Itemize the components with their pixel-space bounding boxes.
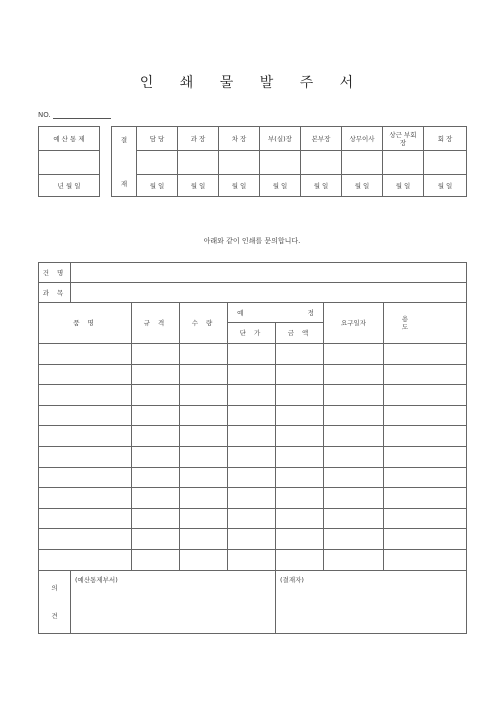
approval-label: [112, 127, 137, 197]
usage-cell[interactable]: [384, 364, 467, 385]
col-unit-price: 단 가: [228, 323, 276, 344]
role-damdang: 담 당: [137, 127, 178, 151]
usage-cell[interactable]: [384, 467, 467, 488]
sign-box[interactable]: [260, 151, 301, 175]
unit-price-cell[interactable]: [228, 385, 276, 406]
role-bujang: 부(실)장: [260, 127, 301, 151]
request-date-cell[interactable]: [324, 467, 384, 488]
amount-cell[interactable]: [276, 344, 324, 365]
role-bonbujang: 본부장: [301, 127, 342, 151]
request-date-cell[interactable]: [324, 364, 384, 385]
role-gwajang: 과 장: [178, 127, 219, 151]
qty-cell[interactable]: [180, 364, 228, 385]
sign-box[interactable]: [301, 151, 342, 175]
qty-cell[interactable]: [180, 467, 228, 488]
col-estimate-left: 예: [237, 308, 244, 317]
amount-cell[interactable]: [276, 549, 324, 570]
document-title: 인 쇄 물 발 주 서: [139, 75, 365, 91]
dept-field[interactable]: [71, 283, 467, 303]
spec-cell[interactable]: [132, 549, 180, 570]
role-chairman: 회 장: [424, 127, 467, 151]
sign-date: 월 일: [342, 175, 383, 197]
amount-cell[interactable]: [276, 364, 324, 385]
sign-date: 월 일: [260, 175, 301, 197]
request-date-cell[interactable]: [324, 488, 384, 509]
item-cell[interactable]: [39, 488, 132, 509]
unit-price-cell[interactable]: [228, 488, 276, 509]
qty-cell[interactable]: [180, 385, 228, 406]
col-estimate: [228, 303, 324, 323]
opinion-label-top: 의: [51, 583, 58, 592]
col-qty: 수 량: [180, 303, 228, 344]
subject-field[interactable]: [71, 263, 467, 283]
col-amount: 금 액: [276, 323, 324, 344]
sign-box[interactable]: [383, 151, 424, 175]
item-cell[interactable]: [39, 529, 132, 550]
amount-cell[interactable]: [276, 488, 324, 509]
qty-cell[interactable]: [180, 344, 228, 365]
opinion-approver-label: (결재자): [280, 575, 304, 584]
spec-cell[interactable]: [132, 364, 180, 385]
unit-price-cell[interactable]: [228, 508, 276, 529]
unit-price-cell[interactable]: [228, 426, 276, 447]
amount-cell[interactable]: [276, 426, 324, 447]
usage-cell[interactable]: [384, 344, 467, 365]
opinion-budget-dept[interactable]: [71, 570, 276, 633]
qty-cell[interactable]: [180, 446, 228, 467]
col-usage: [384, 303, 467, 344]
usage-cell[interactable]: [384, 385, 467, 406]
doc-number-field[interactable]: [53, 111, 111, 119]
col-usage-label: 용 도: [401, 315, 449, 331]
sign-date: 월 일: [383, 175, 424, 197]
opinion-label-bottom: 견: [51, 611, 58, 620]
amount-cell[interactable]: [276, 529, 324, 550]
approval-table: [38, 126, 467, 197]
qty-cell[interactable]: [180, 549, 228, 570]
amount-cell[interactable]: [276, 385, 324, 406]
role-sangmu: 상무이사: [342, 127, 383, 151]
request-date-cell[interactable]: [324, 344, 384, 365]
subject-label: 건 명: [39, 263, 71, 283]
col-request-date: 요구일자: [324, 303, 384, 344]
qty-cell[interactable]: [180, 488, 228, 509]
request-date-cell[interactable]: [324, 405, 384, 426]
usage-cell[interactable]: [384, 446, 467, 467]
opinion-budget-label: (예산통제부서): [75, 575, 118, 584]
sign-date: 월 일: [137, 175, 178, 197]
spec-cell[interactable]: [132, 385, 180, 406]
sign-box[interactable]: [178, 151, 219, 175]
qty-cell[interactable]: [180, 508, 228, 529]
amount-cell[interactable]: [276, 446, 324, 467]
unit-price-cell[interactable]: [228, 446, 276, 467]
item-cell[interactable]: [39, 549, 132, 570]
request-date-cell[interactable]: [324, 508, 384, 529]
item-cell[interactable]: [39, 426, 132, 447]
item-cell[interactable]: [39, 405, 132, 426]
request-text: 아래와 같이 인쇄를 문의합니다.: [203, 237, 301, 245]
item-cell[interactable]: [39, 364, 132, 385]
request-date-cell[interactable]: [324, 426, 384, 447]
amount-cell[interactable]: [276, 405, 324, 426]
request-date-cell[interactable]: [324, 549, 384, 570]
usage-cell[interactable]: [384, 405, 467, 426]
unit-price-cell[interactable]: [228, 364, 276, 385]
request-date-cell[interactable]: [324, 529, 384, 550]
amount-cell[interactable]: [276, 508, 324, 529]
col-spec: 규 격: [132, 303, 180, 344]
request-date-cell[interactable]: [324, 385, 384, 406]
sign-date: 월 일: [301, 175, 342, 197]
doc-number: [38, 111, 111, 119]
approval-label-bottom: 재: [120, 179, 128, 188]
request-date-cell[interactable]: [324, 446, 384, 467]
dept-label: 과 목: [39, 283, 71, 303]
unit-price-cell[interactable]: [228, 467, 276, 488]
qty-cell[interactable]: [180, 405, 228, 426]
budget-control-field[interactable]: [39, 151, 100, 175]
col-item: 품 명: [39, 303, 132, 344]
unit-price-cell[interactable]: [228, 549, 276, 570]
qty-cell[interactable]: [180, 426, 228, 447]
spec-cell[interactable]: [132, 529, 180, 550]
role-chajang: 차 장: [219, 127, 260, 151]
usage-cell[interactable]: [384, 426, 467, 447]
unit-price-cell[interactable]: [228, 344, 276, 365]
spec-cell[interactable]: [132, 508, 180, 529]
approval-label-top: 결: [120, 135, 128, 144]
unit-price-cell[interactable]: [228, 405, 276, 426]
item-cell[interactable]: [39, 508, 132, 529]
item-cell[interactable]: [39, 467, 132, 488]
spec-cell[interactable]: [132, 488, 180, 509]
date-label: 년 월 일: [39, 175, 100, 197]
spec-cell[interactable]: [132, 467, 180, 488]
item-cell[interactable]: [39, 446, 132, 467]
order-table: [38, 262, 467, 634]
sign-date: 월 일: [424, 175, 467, 197]
sign-box[interactable]: [342, 151, 383, 175]
unit-price-cell[interactable]: [228, 529, 276, 550]
spec-cell[interactable]: [132, 344, 180, 365]
qty-cell[interactable]: [180, 529, 228, 550]
usage-cell[interactable]: [384, 549, 467, 570]
opinion-approver[interactable]: [276, 570, 467, 633]
col-estimate-right: 정: [307, 308, 314, 317]
usage-cell[interactable]: [384, 529, 467, 550]
usage-cell[interactable]: [384, 488, 467, 509]
usage-cell[interactable]: [384, 508, 467, 529]
spec-cell[interactable]: [132, 405, 180, 426]
sign-box[interactable]: [219, 151, 260, 175]
budget-control-label: 예 산 통 제: [39, 127, 100, 151]
item-cell[interactable]: [39, 385, 132, 406]
role-vice-chairman: 상근 부회장: [383, 127, 424, 151]
sign-box[interactable]: [424, 151, 467, 175]
doc-number-label: NO.: [38, 111, 51, 119]
amount-cell[interactable]: [276, 467, 324, 488]
opinion-label: [39, 570, 71, 633]
sign-box[interactable]: [137, 151, 178, 175]
sign-date: 월 일: [178, 175, 219, 197]
spec-cell[interactable]: [132, 426, 180, 447]
spec-cell[interactable]: [132, 446, 180, 467]
sign-date: 월 일: [219, 175, 260, 197]
item-cell[interactable]: [39, 344, 132, 365]
